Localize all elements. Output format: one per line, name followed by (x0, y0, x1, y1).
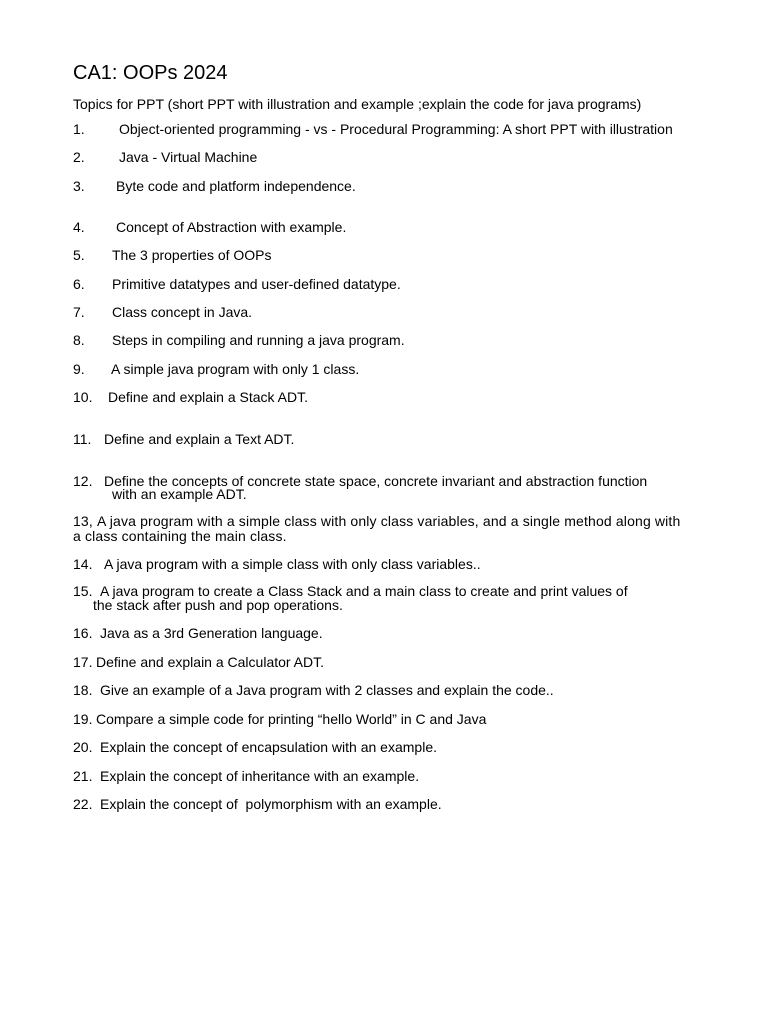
item-text: Primitive datatypes and user-defined datatype. (112, 276, 401, 292)
item-text: The 3 properties of OOPs (112, 247, 272, 263)
item-text: Explain the concept of inheritance with an example. (100, 768, 420, 784)
item-number: 20. (73, 739, 93, 755)
item-number: 1. (73, 121, 85, 137)
item-number: 3. (73, 178, 85, 194)
item-number: 18. (73, 682, 93, 698)
item-number: 5. (73, 247, 85, 263)
item-number: 9. (73, 361, 85, 377)
item-number: 21. (73, 768, 93, 784)
item-text-continued: a class containing the main class. (73, 528, 287, 544)
item-number: 8. (73, 332, 85, 348)
item-text-continued: the stack after push and pop operations. (93, 597, 343, 613)
document-title: CA1: OOPs 2024 (73, 62, 228, 84)
item-text: A simple java program with only 1 class. (111, 361, 360, 377)
item-number: 15. (73, 583, 93, 599)
item-number: 10. (73, 389, 93, 405)
item-text: A java program with a simple class with only class variables, and a single method along with (97, 513, 681, 529)
item-text: Object-oriented programming - vs - Procedural Programming: A short PPT with illustration (119, 121, 673, 137)
item-text: Explain the concept of polymorphism with an example. (100, 796, 442, 812)
item-number: 22. (73, 796, 93, 812)
item-number: 6. (73, 276, 85, 292)
item-text: Byte code and platform independence. (116, 178, 356, 194)
item-text: Compare a simple code for printing “hello World” in C and Java (96, 711, 487, 727)
item-text: A java program with a simple class with only class variables.. (104, 556, 481, 572)
item-text: Define and explain a Stack ADT. (108, 389, 309, 405)
item-text: Steps in compiling and running a java program. (112, 332, 405, 348)
item-number: 4. (73, 219, 85, 235)
item-number: 11. (73, 431, 92, 447)
item-number: 13, (73, 513, 93, 529)
item-text: Java - Virtual Machine (119, 149, 258, 165)
item-text: Define and explain a Calculator ADT. (96, 654, 325, 670)
item-number: 19. (73, 711, 93, 727)
item-text: A java program to create a Class Stack and a main class to create and print values of (100, 583, 628, 599)
item-text: Define the concepts of concrete state space, concrete invariant and abstraction function (104, 473, 648, 489)
item-text-continued: with an example ADT. (112, 486, 247, 502)
item-text: Class concept in Java. (112, 304, 253, 320)
item-number: 14. (73, 556, 93, 572)
item-number: 12. (73, 473, 93, 489)
item-text: Concept of Abstraction with example. (116, 219, 347, 235)
item-number: 16. (73, 625, 93, 641)
item-text: Explain the concept of encapsulation with an example. (100, 739, 437, 755)
item-number: 17. (73, 654, 93, 670)
item-number: 7. (73, 304, 85, 320)
item-text: Give an example of a Java program with 2 classes and explain the code.. (100, 682, 554, 698)
item-number: 2. (73, 149, 85, 165)
item-text: Define and explain a Text ADT. (104, 431, 295, 447)
document-intro: Topics for PPT (short PPT with illustration and example ;explain the code for java programs) (73, 96, 642, 112)
item-text: Java as a 3rd Generation language. (100, 625, 323, 641)
